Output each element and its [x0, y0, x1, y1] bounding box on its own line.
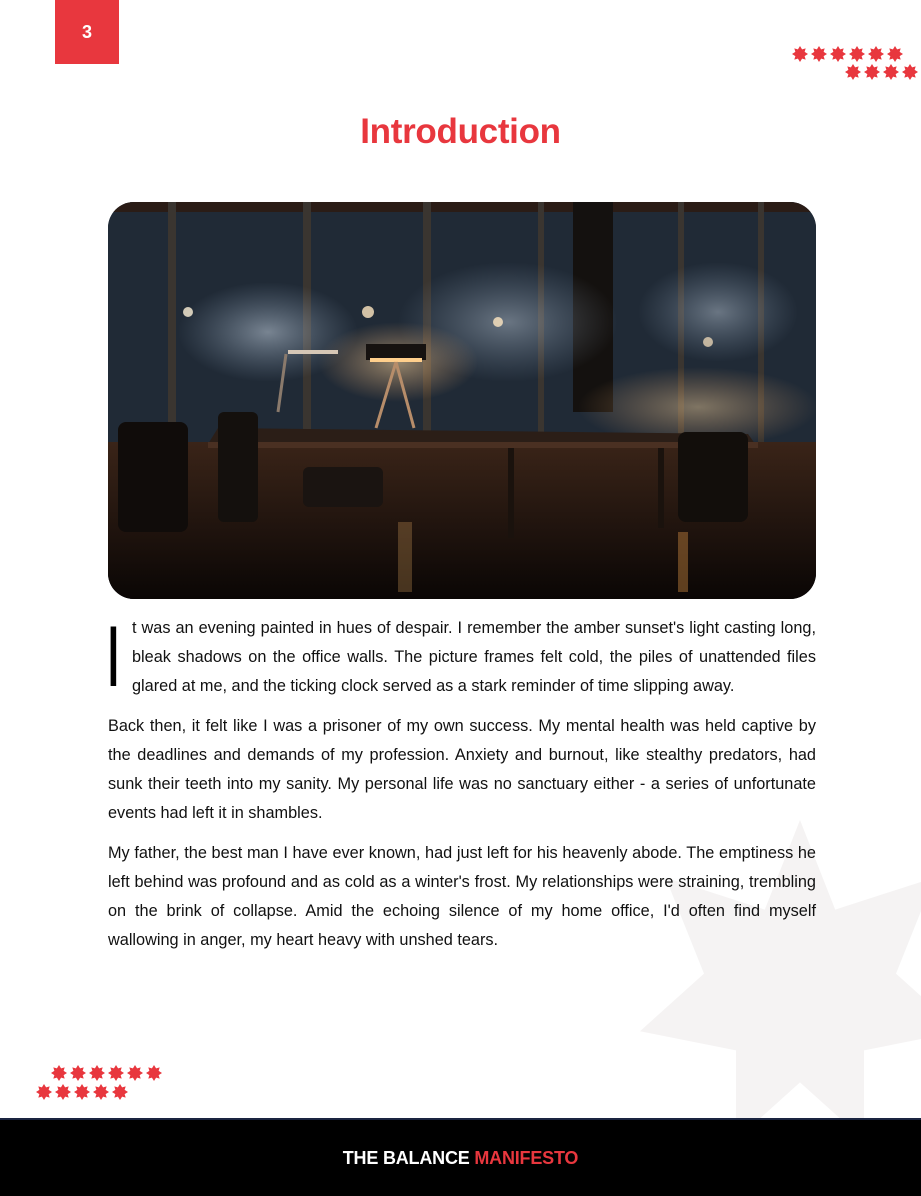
footer	[0, 1118, 921, 1196]
star-icon	[146, 1065, 162, 1081]
decorative-stars-bottom	[51, 1065, 162, 1100]
star-icon	[830, 46, 846, 62]
star-icon	[883, 64, 899, 80]
paragraph	[108, 609, 816, 705]
star-icon	[93, 1084, 109, 1100]
star-icon	[74, 1084, 90, 1100]
star-icon	[845, 64, 861, 80]
star-icon	[108, 1065, 124, 1081]
star-icon	[127, 1065, 143, 1081]
star-icon	[849, 46, 865, 62]
footer-brand-part2: MANIFESTO	[474, 1147, 579, 1168]
star-icon	[868, 46, 884, 62]
star-icon	[902, 64, 918, 80]
star-icon	[112, 1084, 128, 1100]
star-row	[36, 1084, 162, 1100]
star-icon	[811, 46, 827, 62]
article-body	[108, 609, 816, 966]
star-row	[792, 46, 921, 62]
decorative-stars-top	[792, 46, 921, 80]
paragraph: Back then, it felt like I was a prisoner of my own success. My mental health was held captive by the deadlines and demands of my profession. Anxiety and burnout, like stealthy predators, had sunk their teeth into my sanity. My personal life was no sanctuary either - a series of unfortunate events had left it in shambles.	[108, 717, 816, 822]
star-icon	[887, 46, 903, 62]
office-at-night-photo	[108, 202, 816, 599]
footer-brand-part1: THE BALANCE	[342, 1147, 475, 1168]
star-icon	[89, 1065, 105, 1081]
star-icon	[55, 1084, 71, 1100]
paragraph-text: t was an evening painted in hues of despair. I remember the amber sunset's light casting long, bleak shadows on the office walls. The picture frames felt cold, the piles of unattended files glared at me, and the ticking clock served as a stark reminder of time slipping away.	[132, 619, 816, 695]
star-icon	[792, 46, 808, 62]
star-icon	[36, 1084, 52, 1100]
page-number: 3	[81, 21, 92, 42]
star-icon	[70, 1065, 86, 1081]
drop-cap: I	[108, 609, 119, 705]
paragraph: My father, the best man I have ever known, had just left for his heavenly abode. The emptiness he left behind was profound and as cold as a winter's frost. My relationships were straining, trembling on the brink of collapse. Amid the echoing silence of my home office, I'd often find myself wallowing in anger, my heart heavy with unshed tears.	[108, 844, 816, 949]
star-row	[845, 64, 921, 80]
footer-brand	[343, 1148, 578, 1169]
star-icon	[864, 64, 880, 80]
star-row	[51, 1065, 162, 1081]
page-number-badge	[55, 0, 119, 64]
page-title: Introduction	[360, 112, 561, 151]
star-icon	[51, 1065, 67, 1081]
